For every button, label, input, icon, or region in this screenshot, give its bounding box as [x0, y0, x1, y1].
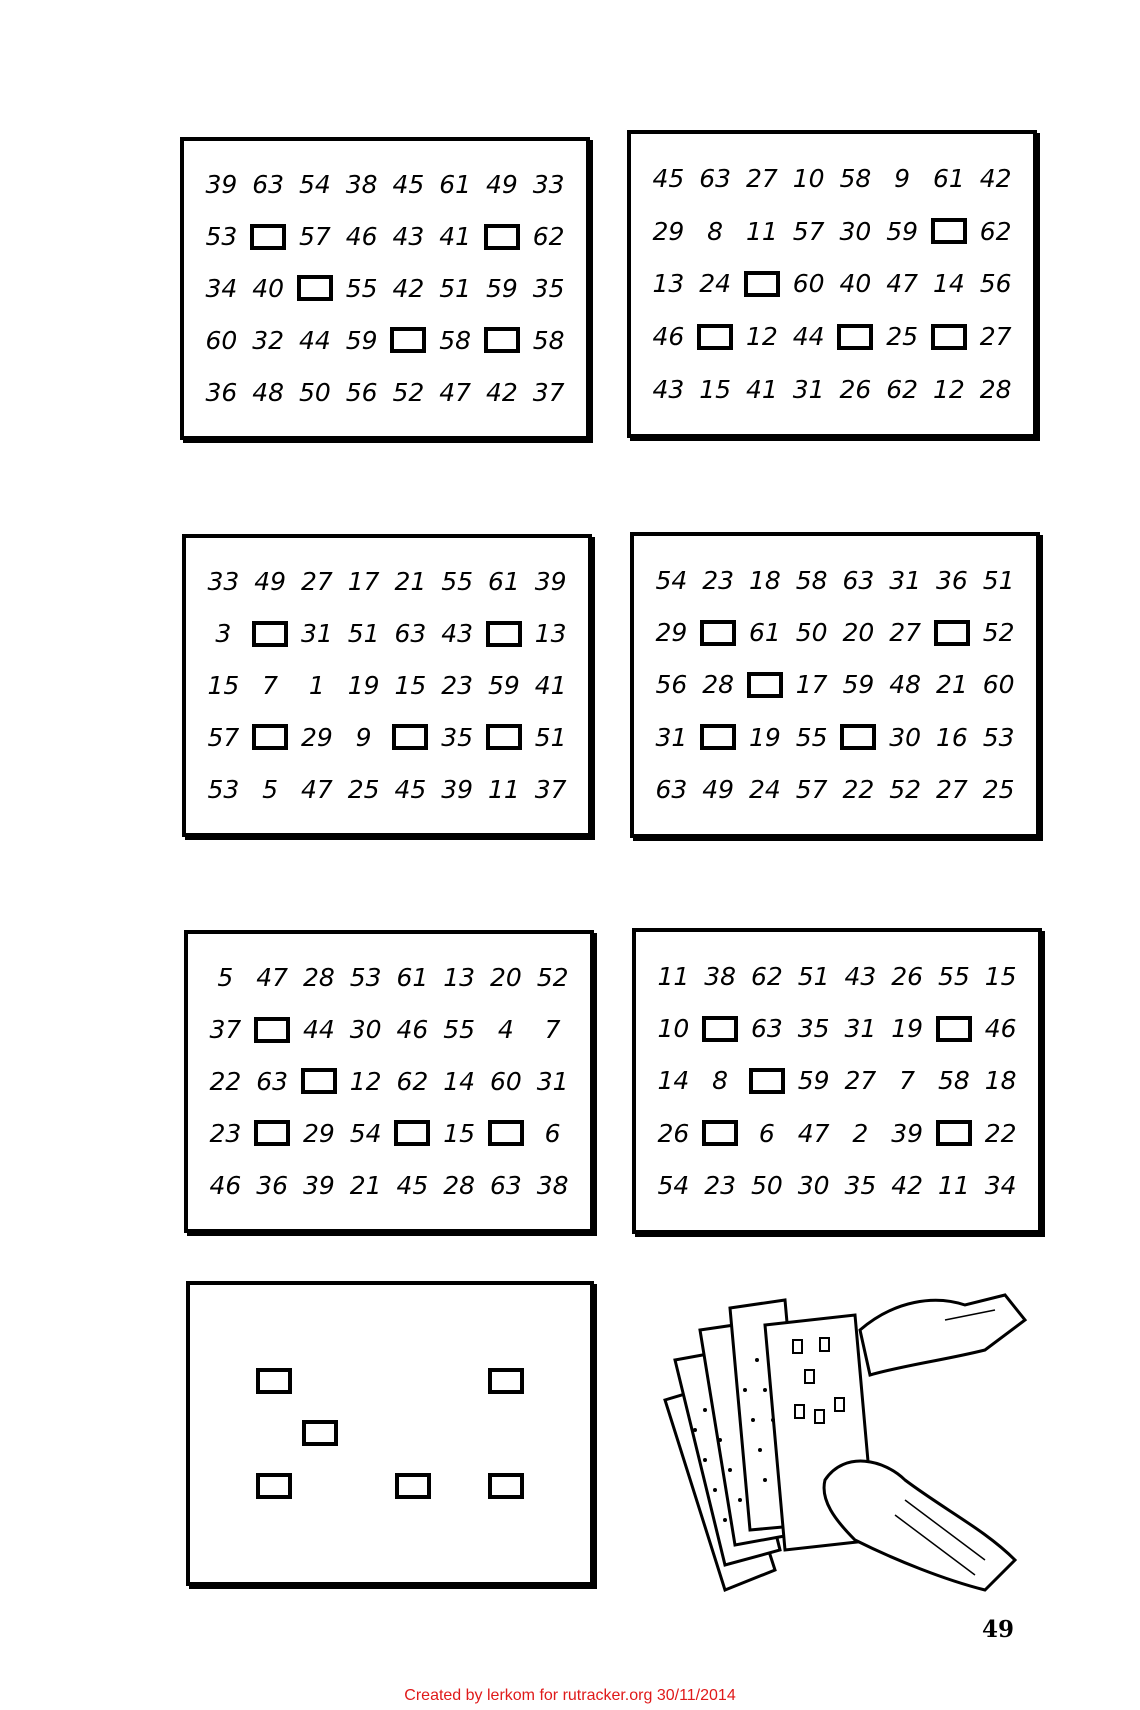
card-number: 31 — [536, 1066, 569, 1096]
card-number: 63 — [750, 1014, 783, 1044]
card-number: 31 — [300, 619, 333, 649]
card-4 — [630, 532, 1040, 838]
card-number: 58 — [839, 163, 872, 193]
card-number: 21 — [349, 1170, 382, 1200]
card-number: 31 — [655, 722, 688, 752]
card-grid — [200, 556, 574, 815]
card-number: 48 — [889, 670, 922, 700]
key-hole — [256, 1473, 292, 1499]
card-number: 30 — [839, 216, 872, 246]
card-number: 46 — [209, 1170, 242, 1200]
punched-hole — [254, 1017, 290, 1043]
punched-hole — [297, 275, 333, 301]
card-number: 44 — [792, 322, 825, 352]
card-number: 43 — [844, 961, 877, 991]
card-number: 59 — [842, 670, 875, 700]
card-number: 19 — [891, 1014, 924, 1044]
card-number: 59 — [345, 325, 378, 355]
card-number: 61 — [439, 170, 472, 200]
card-number: 33 — [532, 170, 565, 200]
punched-hole — [936, 1120, 972, 1146]
punched-hole — [931, 218, 967, 244]
card-number: 8 — [707, 216, 724, 246]
card-number: 56 — [979, 269, 1012, 299]
card-number: 63 — [252, 170, 285, 200]
card-number: 56 — [345, 377, 378, 407]
card-number: 38 — [345, 170, 378, 200]
punched-hole — [252, 621, 288, 647]
card-2 — [627, 130, 1037, 438]
punched-hole — [392, 724, 428, 750]
card-number: 60 — [489, 1066, 522, 1096]
key-hole — [488, 1368, 524, 1394]
card-number: 9 — [355, 722, 372, 752]
card-number: 29 — [302, 1118, 335, 1148]
card-number: 15 — [443, 1118, 476, 1148]
card-number: 25 — [347, 774, 380, 804]
card-number: 27 — [745, 163, 778, 193]
key-hole — [395, 1473, 431, 1499]
card-number: 13 — [652, 269, 685, 299]
card-number: 30 — [889, 722, 922, 752]
card-number: 12 — [745, 322, 778, 352]
card-number: 59 — [487, 670, 520, 700]
card-number: 43 — [652, 375, 685, 405]
card-number: 51 — [534, 722, 567, 752]
card-number: 58 — [532, 325, 565, 355]
card-number: 55 — [345, 273, 378, 303]
punched-hole — [749, 1068, 785, 1094]
card-number: 62 — [396, 1066, 429, 1096]
card-number: 55 — [443, 1015, 476, 1045]
card-number: 27 — [979, 322, 1012, 352]
card-number: 49 — [485, 170, 518, 200]
card-number: 59 — [485, 273, 518, 303]
card-number: 5 — [262, 774, 279, 804]
card-number: 30 — [349, 1015, 382, 1045]
punched-hole — [486, 724, 522, 750]
card-1 — [180, 137, 590, 440]
card-number: 52 — [982, 618, 1015, 648]
card-number: 27 — [844, 1066, 877, 1096]
card-number: 60 — [982, 670, 1015, 700]
card-number: 47 — [300, 774, 333, 804]
card-number: 18 — [984, 1066, 1017, 1096]
punched-hole — [488, 1120, 524, 1146]
card-number: 47 — [797, 1118, 830, 1148]
card-number: 62 — [750, 961, 783, 991]
card-number: 48 — [252, 377, 285, 407]
card-number: 37 — [532, 377, 565, 407]
card-number: 54 — [657, 1171, 690, 1201]
card-number: 53 — [207, 774, 240, 804]
card-number: 6 — [758, 1118, 775, 1148]
card-number: 36 — [935, 565, 968, 595]
punched-hole — [700, 620, 736, 646]
card-number: 57 — [298, 222, 331, 252]
card-number: 26 — [891, 961, 924, 991]
card-number: 61 — [487, 567, 520, 597]
card-number: 6 — [544, 1118, 561, 1148]
card-number: 14 — [443, 1066, 476, 1096]
card-number: 42 — [891, 1171, 924, 1201]
card-number: 63 — [655, 775, 688, 805]
card-number: 37 — [209, 1015, 242, 1045]
card-number: 34 — [205, 273, 238, 303]
card-number: 62 — [532, 222, 565, 252]
card-number: 42 — [485, 377, 518, 407]
card-number: 21 — [935, 670, 968, 700]
card-number: 14 — [932, 269, 965, 299]
key-card — [186, 1281, 594, 1586]
card-number: 49 — [702, 775, 735, 805]
card-number: 28 — [443, 1170, 476, 1200]
key-hole — [302, 1420, 338, 1446]
card-number: 11 — [657, 961, 690, 991]
card-number: 42 — [979, 163, 1012, 193]
card-number: 12 — [932, 375, 965, 405]
card-number: 53 — [982, 722, 1015, 752]
card-number: 28 — [302, 963, 335, 993]
card-number: 26 — [657, 1118, 690, 1148]
card-number: 35 — [441, 722, 474, 752]
punched-hole — [744, 271, 780, 297]
punched-hole — [486, 621, 522, 647]
punched-hole — [702, 1120, 738, 1146]
punched-hole — [840, 724, 876, 750]
card-number: 39 — [534, 567, 567, 597]
hand-holding-punched-cards-icon — [645, 1290, 1045, 1600]
card-number: 7 — [544, 1015, 561, 1045]
card-number: 15 — [394, 670, 427, 700]
card-number: 54 — [655, 565, 688, 595]
card-number: 39 — [441, 774, 474, 804]
card-number: 29 — [655, 618, 688, 648]
card-number: 11 — [937, 1171, 970, 1201]
card-number: 34 — [984, 1171, 1017, 1201]
card-number: 30 — [797, 1171, 830, 1201]
card-number: 55 — [795, 722, 828, 752]
card-number: 17 — [795, 670, 828, 700]
card-number: 22 — [842, 775, 875, 805]
card-number: 62 — [886, 375, 919, 405]
card-number: 57 — [795, 775, 828, 805]
card-number: 40 — [839, 269, 872, 299]
card-grid — [645, 152, 1019, 416]
card-number: 50 — [795, 618, 828, 648]
card-number: 55 — [937, 961, 970, 991]
card-number: 3 — [215, 619, 232, 649]
card-number: 63 — [394, 619, 427, 649]
page-number: 49 — [982, 1616, 1015, 1643]
card-number: 42 — [392, 273, 425, 303]
card-number: 52 — [889, 775, 922, 805]
card-number: 23 — [209, 1118, 242, 1148]
card-number: 63 — [699, 163, 732, 193]
card-grid — [648, 554, 1022, 816]
card-number: 29 — [300, 722, 333, 752]
card-number: 15 — [699, 375, 732, 405]
key-hole — [488, 1473, 524, 1499]
card-number: 13 — [534, 619, 567, 649]
card-number: 17 — [347, 567, 380, 597]
card-number: 57 — [207, 722, 240, 752]
punched-hole — [394, 1120, 430, 1146]
card-number: 44 — [302, 1015, 335, 1045]
card-grid — [650, 950, 1024, 1212]
card-number: 51 — [797, 961, 830, 991]
card-number: 36 — [256, 1170, 289, 1200]
card-number: 38 — [704, 961, 737, 991]
card-number: 11 — [487, 774, 520, 804]
card-number: 32 — [252, 325, 285, 355]
card-number: 58 — [937, 1066, 970, 1096]
card-number: 46 — [984, 1014, 1017, 1044]
card-5 — [184, 930, 594, 1233]
card-number: 13 — [443, 963, 476, 993]
card-number: 54 — [349, 1118, 382, 1148]
card-number: 50 — [750, 1171, 783, 1201]
card-number: 38 — [536, 1170, 569, 1200]
card-number: 23 — [702, 565, 735, 595]
card-number: 28 — [979, 375, 1012, 405]
card-number: 15 — [207, 670, 240, 700]
card-number: 63 — [842, 565, 875, 595]
card-number: 14 — [657, 1066, 690, 1096]
card-number: 27 — [935, 775, 968, 805]
card-6 — [632, 928, 1042, 1234]
punched-hole — [702, 1016, 738, 1042]
card-number: 59 — [797, 1066, 830, 1096]
card-number: 23 — [704, 1171, 737, 1201]
card-number: 50 — [298, 377, 331, 407]
card-number: 2 — [852, 1118, 869, 1148]
card-number: 45 — [394, 774, 427, 804]
card-number: 58 — [439, 325, 472, 355]
card-number: 45 — [396, 1170, 429, 1200]
card-number: 11 — [745, 216, 778, 246]
card-number: 47 — [439, 377, 472, 407]
punched-hole — [931, 324, 967, 350]
punched-hole — [301, 1068, 337, 1094]
card-number: 31 — [844, 1014, 877, 1044]
key-card-grid — [204, 1303, 576, 1564]
card-number: 45 — [652, 163, 685, 193]
card-number: 8 — [712, 1066, 729, 1096]
card-number: 43 — [392, 222, 425, 252]
card-number: 21 — [394, 567, 427, 597]
card-number: 58 — [795, 565, 828, 595]
card-number: 28 — [702, 670, 735, 700]
card-number: 40 — [252, 273, 285, 303]
card-number: 10 — [792, 163, 825, 193]
key-hole — [256, 1368, 292, 1394]
punched-hole — [390, 327, 426, 353]
punched-hole — [700, 724, 736, 750]
card-number: 33 — [207, 567, 240, 597]
card-number: 59 — [886, 216, 919, 246]
card-number: 35 — [797, 1014, 830, 1044]
card-number: 23 — [441, 670, 474, 700]
card-number: 37 — [534, 774, 567, 804]
card-number: 43 — [441, 619, 474, 649]
card-number: 29 — [652, 216, 685, 246]
card-number: 22 — [984, 1118, 1017, 1148]
card-number: 27 — [889, 618, 922, 648]
card-number: 4 — [497, 1015, 514, 1045]
punched-hole — [934, 620, 970, 646]
card-number: 62 — [979, 216, 1012, 246]
card-number: 35 — [844, 1171, 877, 1201]
card-number: 5 — [217, 963, 234, 993]
punched-hole — [697, 324, 733, 350]
card-number: 31 — [889, 565, 922, 595]
card-number: 41 — [745, 375, 778, 405]
card-number: 61 — [396, 963, 429, 993]
card-number: 46 — [345, 222, 378, 252]
card-number: 20 — [842, 618, 875, 648]
card-number: 10 — [657, 1014, 690, 1044]
card-3 — [182, 534, 592, 837]
card-number: 53 — [349, 963, 382, 993]
card-number: 51 — [439, 273, 472, 303]
card-number: 19 — [748, 722, 781, 752]
card-number: 39 — [302, 1170, 335, 1200]
card-number: 53 — [205, 222, 238, 252]
card-number: 22 — [209, 1066, 242, 1096]
card-number: 61 — [932, 163, 965, 193]
card-number: 39 — [205, 170, 238, 200]
card-grid — [198, 159, 572, 418]
card-number: 7 — [262, 670, 279, 700]
card-number: 52 — [392, 377, 425, 407]
card-number: 60 — [205, 325, 238, 355]
card-number: 47 — [256, 963, 289, 993]
punched-hole — [250, 224, 286, 250]
card-number: 9 — [894, 163, 911, 193]
card-number: 12 — [349, 1066, 382, 1096]
card-number: 60 — [792, 269, 825, 299]
card-number: 26 — [839, 375, 872, 405]
punched-hole — [747, 672, 783, 698]
card-number: 35 — [532, 273, 565, 303]
card-number: 36 — [205, 377, 238, 407]
card-number: 7 — [899, 1066, 916, 1096]
credit-line: Created by lerkom for rutracker.org 30/11/2014 — [404, 1687, 736, 1704]
punched-hole — [484, 327, 520, 353]
punched-hole — [254, 1120, 290, 1146]
card-number: 51 — [347, 619, 380, 649]
card-number: 39 — [891, 1118, 924, 1148]
card-number: 20 — [489, 963, 522, 993]
card-number: 46 — [396, 1015, 429, 1045]
card-number: 49 — [254, 567, 287, 597]
card-number: 52 — [536, 963, 569, 993]
card-number: 24 — [748, 775, 781, 805]
card-number: 31 — [792, 375, 825, 405]
card-number: 51 — [982, 565, 1015, 595]
card-number: 61 — [748, 618, 781, 648]
card-number: 47 — [886, 269, 919, 299]
card-number: 16 — [935, 722, 968, 752]
card-number: 46 — [652, 322, 685, 352]
card-number: 27 — [300, 567, 333, 597]
card-number: 54 — [298, 170, 331, 200]
punched-hole — [837, 324, 873, 350]
card-number: 41 — [439, 222, 472, 252]
card-number: 1 — [308, 670, 325, 700]
card-number: 63 — [489, 1170, 522, 1200]
card-number: 25 — [886, 322, 919, 352]
card-number: 44 — [298, 325, 331, 355]
card-number: 63 — [256, 1066, 289, 1096]
card-number: 56 — [655, 670, 688, 700]
card-number: 45 — [392, 170, 425, 200]
card-number: 55 — [441, 567, 474, 597]
card-number: 41 — [534, 670, 567, 700]
card-number: 18 — [748, 565, 781, 595]
card-number: 15 — [984, 961, 1017, 991]
card-number: 57 — [792, 216, 825, 246]
card-number: 25 — [982, 775, 1015, 805]
punched-hole — [484, 224, 520, 250]
card-grid — [202, 952, 576, 1211]
card-number: 24 — [699, 269, 732, 299]
card-number: 19 — [347, 670, 380, 700]
punched-hole — [252, 724, 288, 750]
punched-hole — [936, 1016, 972, 1042]
